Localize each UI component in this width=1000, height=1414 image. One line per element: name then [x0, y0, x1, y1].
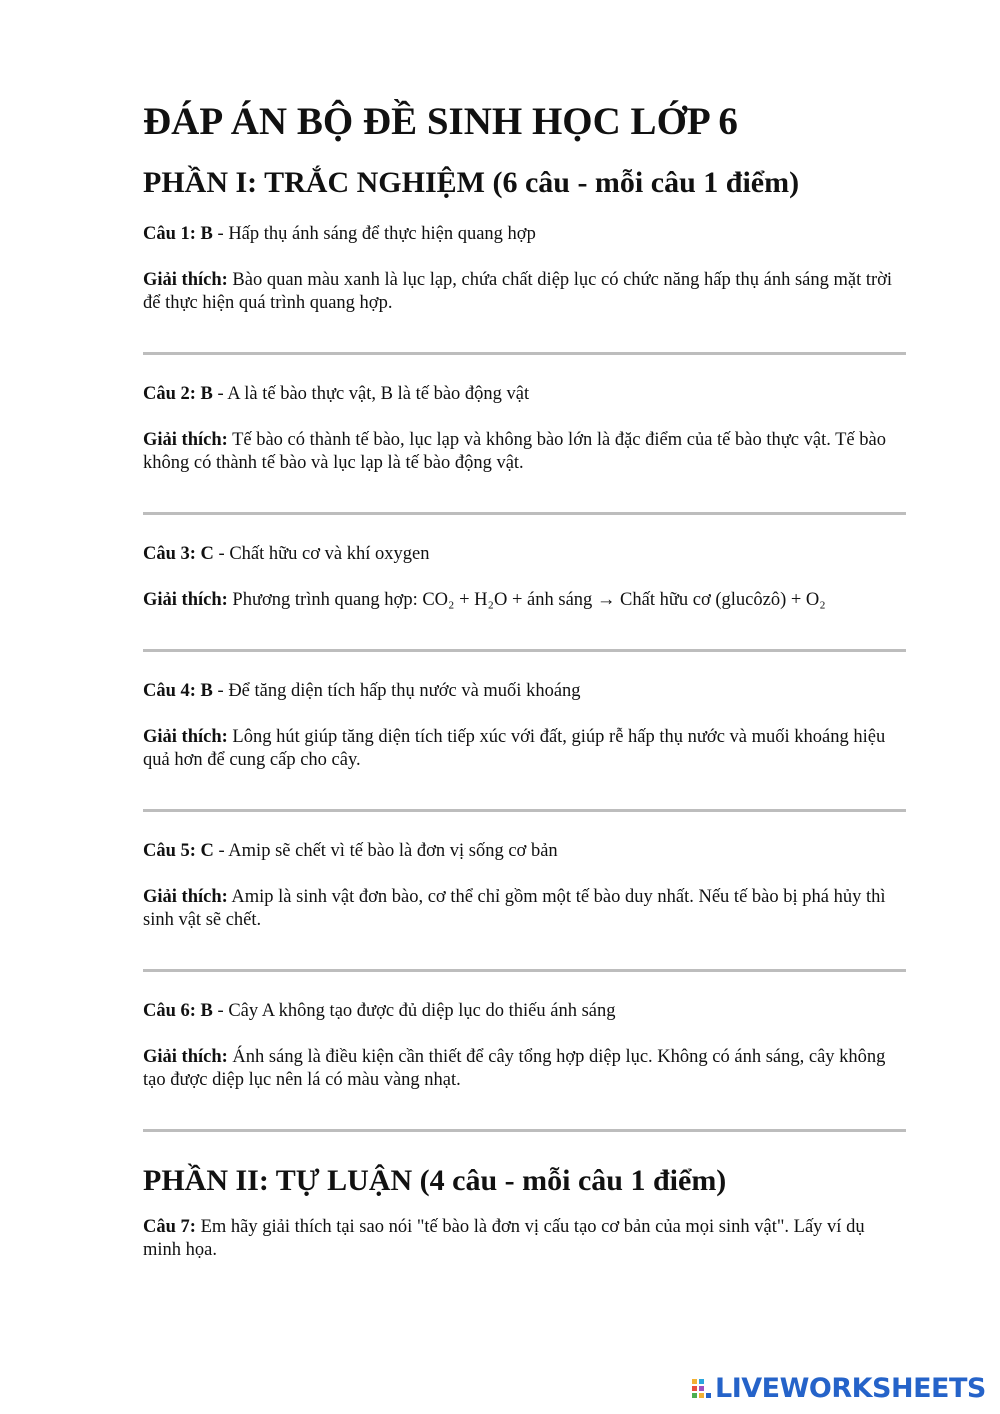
- answer-text: - Amip sẽ chết vì tế bào là đơn vị sống cơ bản: [213, 841, 558, 861]
- answer-line: [143, 840, 906, 863]
- document-page: [143, 92, 906, 1262]
- answer-line: [143, 1000, 906, 1023]
- question-label: Câu 7:: [143, 1217, 196, 1237]
- divider: [143, 1129, 906, 1132]
- answer-text: - Hấp thụ ánh sáng để thực hiện quang hợp: [212, 224, 536, 244]
- explanation-text: Tế bào có thành tế bào, lục lạp và không bào lớn là đặc điểm của tế bào thực vật. Tế bào không có thành tế bào và lục lạp là tế bào động vật.: [143, 430, 886, 473]
- answer-line: [143, 543, 906, 566]
- part-2-heading: PHẦN II: TỰ LUẬN (4 câu - mỗi câu 1 điểm): [143, 1164, 727, 1197]
- part-2-section: [143, 1158, 906, 1262]
- liveworksheets-wordmark: LIVEWORKSHEETS: [715, 1372, 986, 1404]
- divider: [143, 352, 906, 355]
- explanation-label: Giải thích:: [143, 887, 228, 907]
- explanation-line: [143, 589, 906, 612]
- question-2: [143, 383, 906, 515]
- answer-line: [143, 223, 906, 246]
- answer-line: [143, 680, 906, 703]
- answer-text: - A là tế bào thực vật, B là tế bào động vật: [212, 384, 530, 404]
- question-text: Em hãy giải thích tại sao nói "tế bào là đơn vị cấu tạo cơ bản của mọi sinh vật". Lấy ví dụ minh họa.: [143, 1217, 865, 1260]
- liveworksheets-logo-icon: [692, 1377, 712, 1399]
- question-5: [143, 840, 906, 972]
- explanation-line: [143, 429, 906, 475]
- part-1-section: [143, 160, 906, 1132]
- part-1-heading: PHẦN I: TRẮC NGHIỆM (6 câu - mỗi câu 1 điểm): [143, 166, 800, 199]
- answer-label: Câu 4: B: [143, 681, 213, 701]
- question-4: [143, 680, 906, 812]
- explanation-line: [143, 886, 906, 932]
- answer-line: [143, 383, 906, 406]
- explanation-label: Giải thích:: [143, 430, 228, 450]
- explanation-text: Ánh sáng là điều kiện cần thiết để cây tổng hợp diệp lục. Không có ánh sáng, cây không tạo được diệp lục nên lá có màu vàng nhạt.: [143, 1047, 886, 1090]
- question-3: [143, 543, 906, 652]
- answer-label: Câu 6: B: [143, 1001, 213, 1021]
- explanation-line: [143, 726, 906, 772]
- explanation-text: Amip là sinh vật đơn bào, cơ thể chỉ gồm một tế bào duy nhất. Nếu tế bào bị phá hủy thì sinh vật sẽ chết.: [143, 887, 886, 930]
- explanation-line: [143, 1046, 906, 1092]
- divider: [143, 969, 906, 972]
- question-1: [143, 223, 906, 355]
- answer-text: - Chất hữu cơ và khí oxygen: [213, 544, 430, 564]
- answer-label: Câu 5: C: [143, 841, 214, 861]
- explanation-line: [143, 269, 906, 315]
- explanation-label: Giải thích:: [143, 590, 228, 610]
- answer-text: - Để tăng diện tích hấp thụ nước và muối khoáng: [212, 681, 581, 701]
- document-title: ĐÁP ÁN BỘ ĐỀ SINH HỌC LỚP 6: [143, 100, 738, 143]
- explanation-text: Bào quan màu xanh là lục lạp, chứa chất diệp lục có chức năng hấp thụ ánh sáng mặt trời để thực hiện quá trình quang hợp.: [143, 270, 893, 313]
- liveworksheets-brand: [692, 1373, 986, 1403]
- explanation-text: Phương trình quang hợp: CO₂ + H₂O + ánh sáng → Chất hữu cơ (glucôzô) + O₂: [227, 590, 826, 610]
- answer-label: Câu 3: C: [143, 544, 214, 564]
- explanation-label: Giải thích:: [143, 727, 228, 747]
- answer-label: Câu 2: B: [143, 384, 213, 404]
- answer-text: - Cây A không tạo được đủ diệp lục do thiếu ánh sáng: [212, 1001, 616, 1021]
- explanation-label: Giải thích:: [143, 1047, 228, 1067]
- divider: [143, 649, 906, 652]
- explanation-text: Lông hút giúp tăng diện tích tiếp xúc với đất, giúp rễ hấp thụ nước và muối khoáng hiệu quả hơn để cung cấp cho cây.: [143, 727, 886, 770]
- question-6: [143, 1000, 906, 1132]
- divider: [143, 512, 906, 515]
- essay-question-7: [143, 1216, 906, 1262]
- divider: [143, 809, 906, 812]
- answer-label: Câu 1: B: [143, 224, 213, 244]
- explanation-label: Giải thích:: [143, 270, 228, 290]
